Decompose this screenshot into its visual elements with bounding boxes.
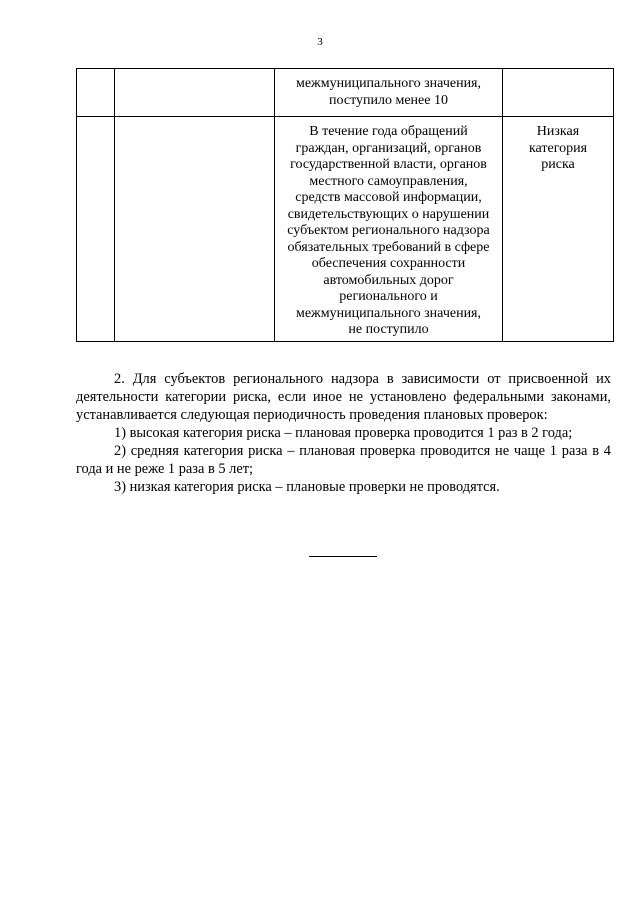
table-cell-number bbox=[77, 69, 115, 117]
table-cell-category bbox=[503, 117, 614, 342]
criterion-text: В течение года обращений граждан, организаций, органов государственной власти, органов местного самоуправления, средств массовой информации, свидетельствующих о нарушении субъектом регионального надзора обязательных требований в сфере обеспечения сохранности автомобильных дорог регионального и межмуниципального значения, не поступило bbox=[287, 124, 490, 337]
table-cell-subject bbox=[115, 117, 275, 342]
document-body bbox=[76, 370, 611, 496]
table-cell-number bbox=[77, 117, 115, 342]
table-cell-subject bbox=[115, 69, 275, 117]
table-cell-category bbox=[503, 69, 614, 117]
paragraph-low-risk: 3) низкая категория риска – плановые проверки не проводятся. bbox=[114, 479, 500, 495]
end-divider bbox=[309, 556, 377, 557]
paragraph-medium-risk: 2) средняя категория риска – плановая проверка проводится не чаще 1 раза в 4 года и не реже 1 раза в 5 лет; bbox=[76, 443, 611, 477]
table-cell-criterion bbox=[275, 117, 503, 342]
page-number: 3 bbox=[317, 36, 323, 48]
criterion-text: межмуниципального значения, поступило менее 10 bbox=[295, 76, 481, 108]
risk-category-table bbox=[76, 68, 614, 342]
table-row bbox=[77, 117, 614, 342]
table-cell-criterion bbox=[275, 69, 503, 117]
paragraph-inspection-frequency: 2. Для субъектов регионального надзора в зависимости от присвоенной их деятельности категории риска, если иное не установлено федеральными законами, устанавливается следующая периодичность проведения плановых проверок: bbox=[76, 371, 611, 423]
category-text bbox=[503, 69, 613, 83]
table-row bbox=[77, 69, 614, 117]
category-text: Низкая категория риска bbox=[528, 124, 588, 172]
paragraph-high-risk: 1) высокая категория риска – плановая проверка проводится 1 раз в 2 года; bbox=[114, 425, 573, 441]
